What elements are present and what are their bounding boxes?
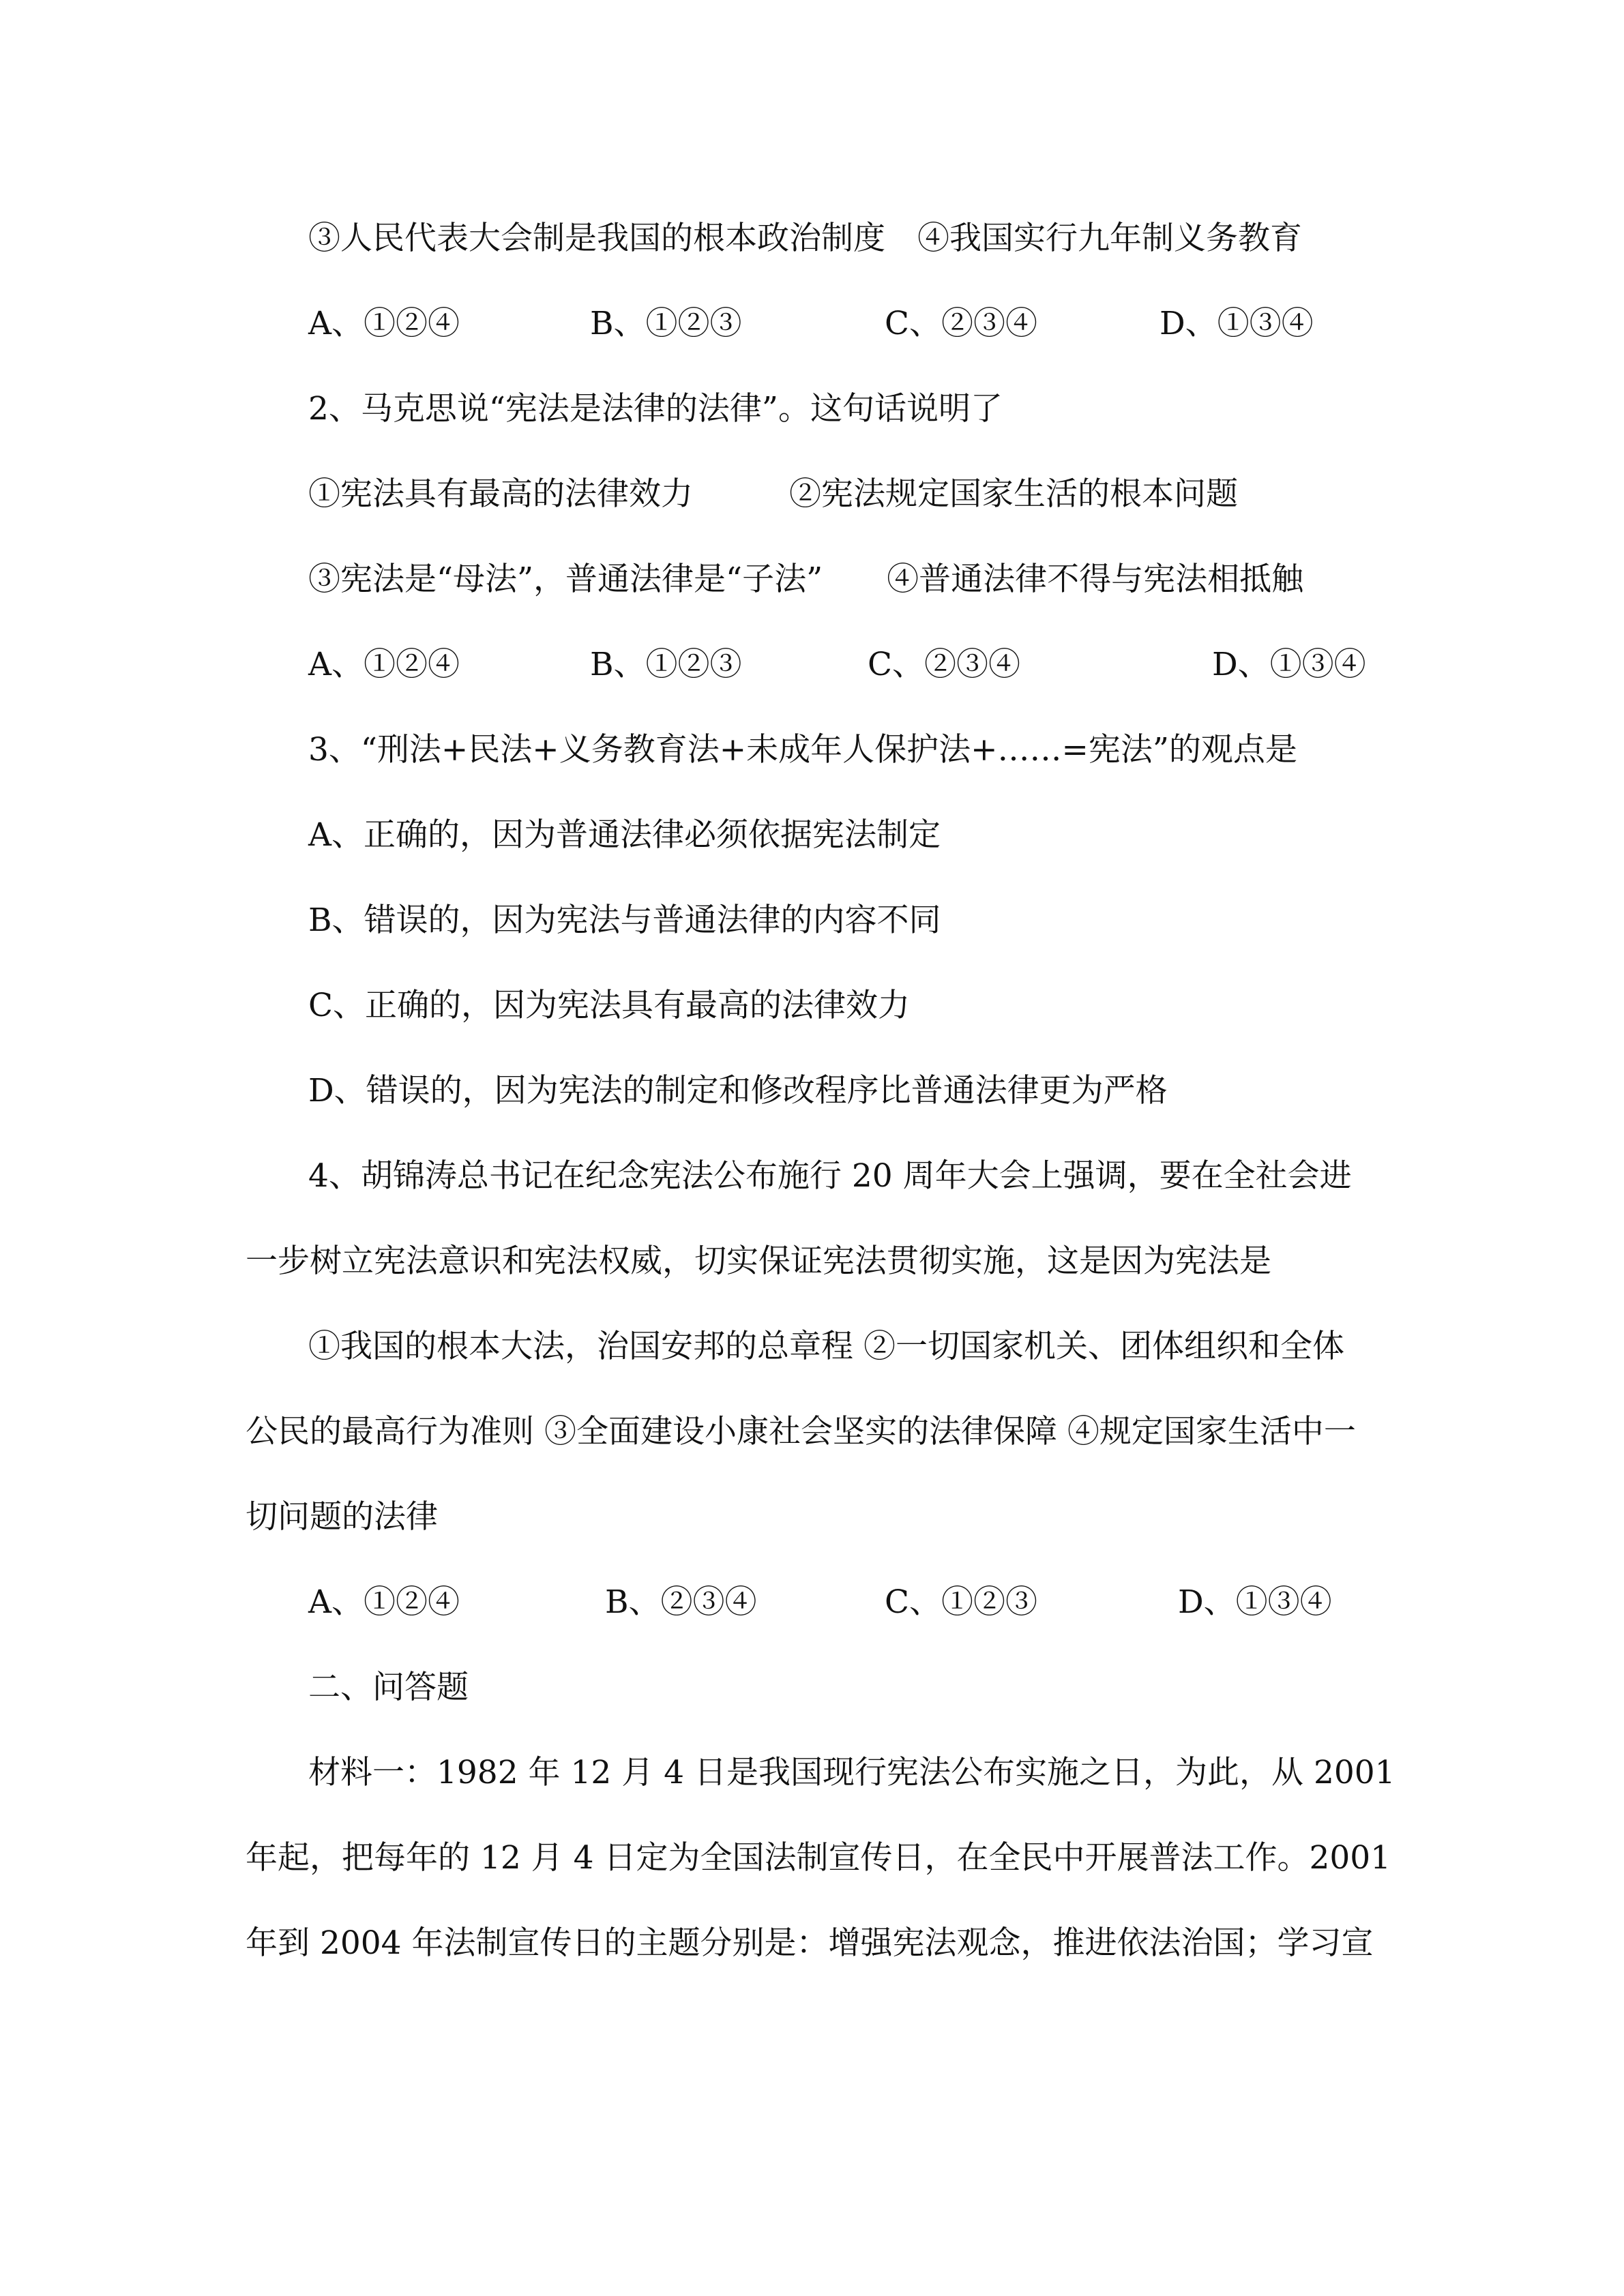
q3-stem: 3、“刑法+民法+义务教育法+未成年人保护法+……=宪法”的观点是: [308, 731, 1297, 769]
q3-option-b: B、错误的，因为宪法与普通法律的内容不同: [308, 901, 941, 939]
q2-option-d: D、①③④: [1212, 646, 1366, 683]
q1-statements-line: ③人民代表大会制是我国的根本政治制度 ④我国实行九年制义务教育: [308, 220, 1302, 257]
q1-option-c: C、②③④: [885, 305, 1037, 342]
q2-options-row: [0, 644, 1624, 685]
material1-line-2: 年起，把每年的 12 月 4 日定为全国法制宣传日，在全民中开展普法工作。2001: [246, 1839, 1391, 1877]
q4-option-b: B、②③④: [605, 1583, 757, 1621]
q4-stem-line-1: 4、胡锦涛总书记在纪念宪法公布施行 20 周年大会上强调，要在全社会进: [308, 1157, 1352, 1195]
q4-statements-line-2: 公民的最高行为准则 ③全面建设小康社会坚实的法律保障 ④规定国家生活中一: [246, 1413, 1356, 1450]
material1-line-1: 材料一：1982 年 12 月 4 日是我国现行宪法公布实施之日，为此，从 2001: [308, 1754, 1396, 1791]
q4-statements-line-1: ①我国的根本大法，治国安邦的总章程 ②一切国家机关、团体组织和全体: [308, 1328, 1344, 1365]
material1-line-3: 年到 2004 年法制宣传日的主题分别是：增强宪法观念，推进依法治国；学习宣: [246, 1924, 1374, 1962]
q1-option-b: B、①②③: [590, 305, 742, 342]
q2-stem: 2、马克思说“宪法是法律的法律”。这句话说明了: [308, 390, 1003, 428]
q4-option-c: C、①②③: [885, 1583, 1037, 1621]
q1-options-row: [0, 303, 1624, 344]
q4-statements-line-3: 切问题的法律: [246, 1498, 438, 1536]
q2-statements-line-2: ③宪法是“母法”，普通法律是“子法” ④普通法律不得与宪法相抵触: [308, 561, 1304, 598]
q2-option-a: A、①②④: [308, 646, 460, 683]
q4-option-d: D、①③④: [1178, 1583, 1332, 1621]
q2-option-b: B、①②③: [590, 646, 742, 683]
q2-statements-line-1: ①宪法具有最高的法律效力 ②宪法规定国家生活的根本问题: [308, 475, 1238, 513]
q3-option-d: D、错误的，因为宪法的制定和修改程序比普通法律更为严格: [308, 1072, 1168, 1109]
section-heading: 二、问答题: [308, 1669, 469, 1706]
q4-options-row: [0, 1582, 1624, 1623]
q4-stem-line-2: 一步树立宪法意识和宪法权威，切实保证宪法贯彻实施，这是因为宪法是: [246, 1242, 1271, 1280]
q1-option-a: A、①②④: [308, 305, 460, 342]
q2-option-c: C、②③④: [868, 646, 1020, 683]
q3-option-a: A、正确的，因为普通法律必须依据宪法制定: [308, 816, 941, 854]
q1-option-d: D、①③④: [1160, 305, 1314, 342]
q3-option-c: C、正确的，因为宪法具有最高的法律效力: [308, 987, 910, 1024]
q4-option-a: A、①②④: [308, 1583, 460, 1621]
